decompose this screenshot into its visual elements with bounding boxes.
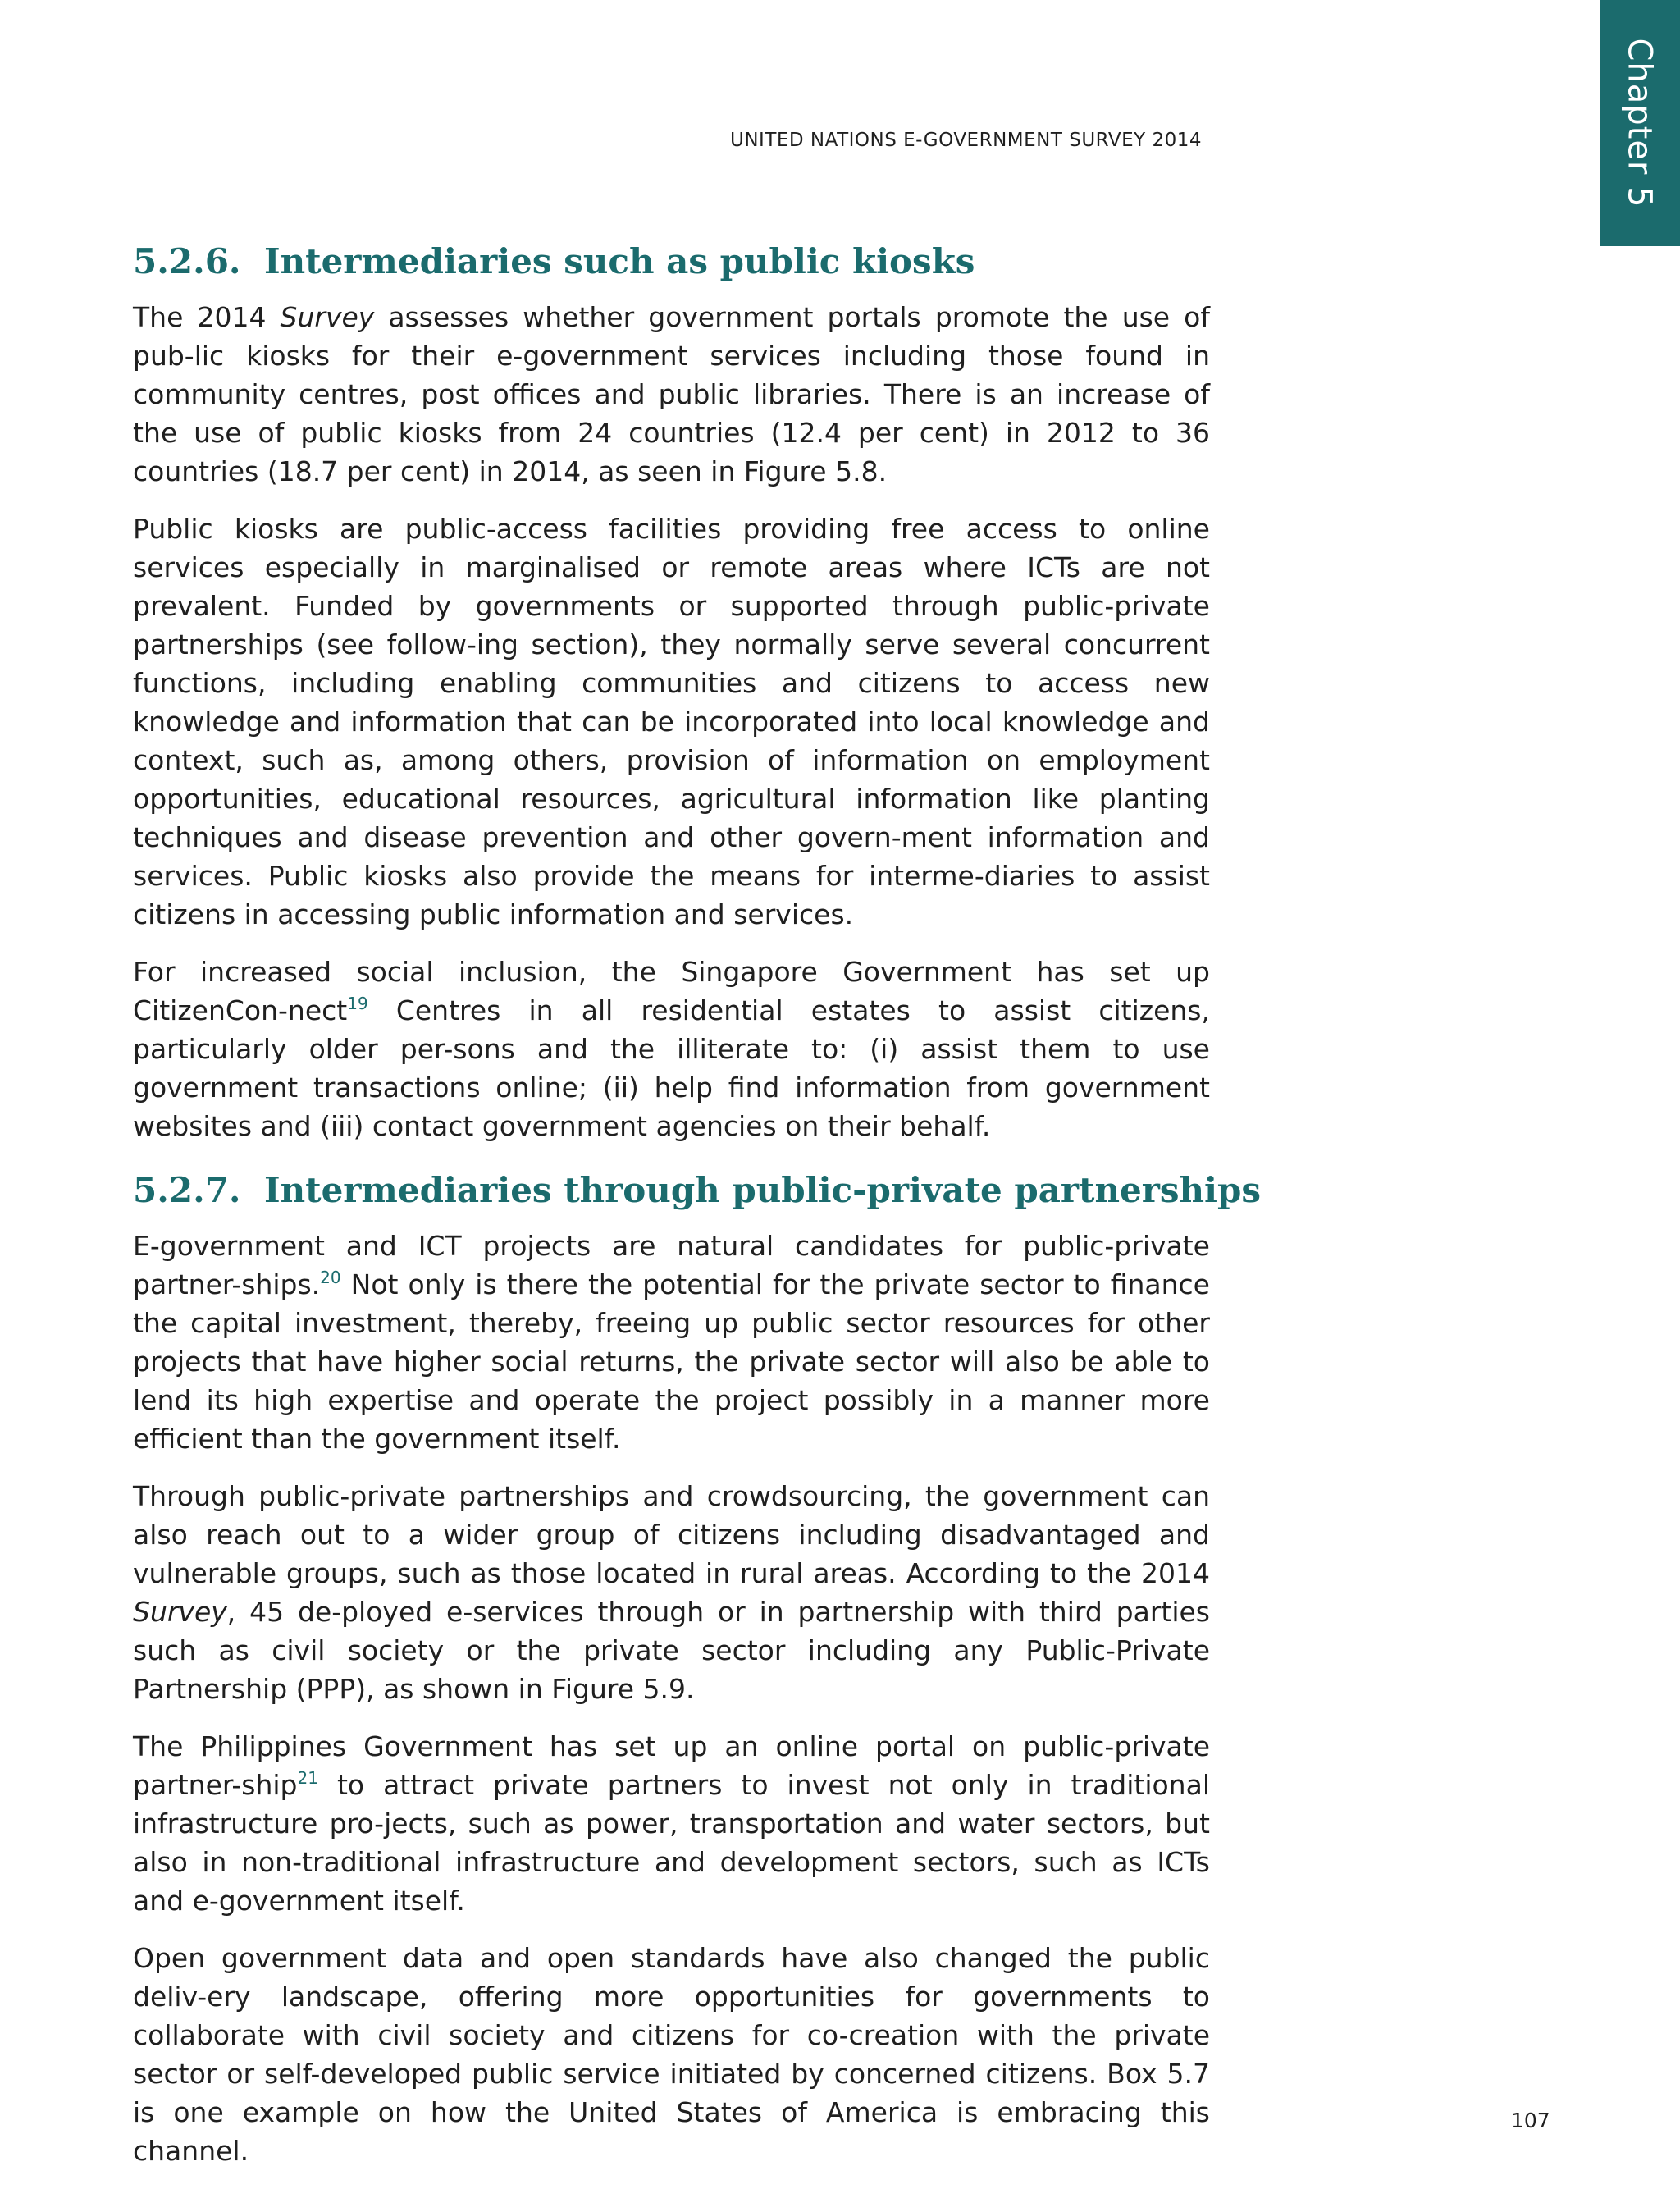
text-run-italic: Survey: [280, 300, 375, 333]
paragraph: [133, 1727, 1210, 1920]
text-run: Centres in all residential estates to assist citizens, particularly older per-sons and the illiterate to: (i) assist them to use government transactions online; (ii) help find information from government websites and (iii) contact government agencies on their behalf.: [133, 994, 1210, 1142]
section-title: Intermediaries through public-private partnerships: [264, 1169, 1261, 1210]
section-heading-5-2-7: [133, 1167, 1261, 1215]
section-title: Intermediaries such as public kiosks: [264, 241, 975, 281]
paragraph: [133, 953, 1210, 1145]
text-run-italic: Survey: [133, 1595, 227, 1628]
footnote-ref-19[interactable]: 19: [347, 993, 368, 1013]
text-run: For increased social inclusion, the Singapore Government has set up CitizenCon-nect: [133, 955, 1210, 1026]
text-run: The Philippines Government has set up an online portal on public-private partner-ship: [133, 1730, 1210, 1801]
page-number: 107: [1511, 2109, 1550, 2132]
text-run: E-government and ICT projects are natural candidates for public-private partner-ships.: [133, 1229, 1210, 1300]
section-number: 5.2.7.: [133, 1169, 241, 1210]
footnote-ref-20[interactable]: 20: [320, 1267, 341, 1287]
paragraph: [133, 1477, 1210, 1708]
text-run: Not only is there the potential for the private sector to finance the capital investment, thereby, freeing up public sector resources for other projects that have higher social returns, the private sector will also be able to lend its high expertise and operate the project possibly in a manner more efficient than the government itself.: [133, 1268, 1210, 1455]
text-run: to attract private partners to invest not only in traditional infrastructure pro-jects, such as power, transportation and water sectors, but also in non-traditional infrastructure and development sectors, such as ICTs and e-government itself.: [133, 1768, 1210, 1917]
paragraph: [133, 1227, 1210, 1458]
section-number: 5.2.6.: [133, 241, 241, 281]
section-heading-5-2-6: [133, 238, 1210, 286]
page-body: [133, 238, 1261, 2189]
text-run: Through public-private partnerships and crowdsourcing, the government can also reach out to a wider group of citizens including disadvantaged and vulnerable groups, such as those located in rural areas. According to the 2014: [133, 1479, 1210, 1589]
paragraph: Open government data and open standards have also changed the public deliv-ery landscape, offering more opportunities for governments to collaborate with civil society and citizens for co-creation with the private sector or self-developed public service initiated by concerned citizens. Box 5.7 is one example on how the United States of America is embracing this channel.: [133, 1941, 1210, 2167]
text-run: The 2014: [133, 300, 281, 333]
chapter-tab-label: Chapter 5: [1621, 38, 1659, 208]
chapter-tab: [1600, 0, 1680, 246]
footnote-ref-21[interactable]: 21: [297, 1767, 318, 1788]
paragraph: Public kiosks are public-access facilities providing free access to online services especially in marginalised or remote areas where ICTs are not prevalent. Funded by governments or supported through public-private partnerships (see follow-ing section), they normally serve several concurrent functions, including enabling communities and citizens to access new knowledge and information that can be incorporated into local knowledge and context, such as, among others, provision of information on employment opportunities, educational resources, agricultural information like planting techniques and disease prevention and other govern-ment information and services. Public kiosks also provide the means for interme-diaries to assist citizens in accessing public information and services.: [133, 512, 1210, 930]
text-run: , 45 de-ployed e-services through or in partnership with third parties such as civil society or the private sector including any Public-Private Partnership (PPP), as shown in Figure 5.9.: [133, 1595, 1210, 1705]
paragraph: [133, 298, 1210, 491]
running-header: UNITED NATIONS E-GOVERNMENT SURVEY 2014: [730, 130, 1203, 151]
text-run: assesses whether government portals promote the use of pub-lic kiosks for their e-government services including those found in community centres, post offices and public libraries. There is an increase of the use of public kiosks from 24 countries (12.4 per cent) in 2012 to 36 countries (18.7 per cent) in 2014, as seen in Figure 5.8.: [133, 300, 1210, 487]
